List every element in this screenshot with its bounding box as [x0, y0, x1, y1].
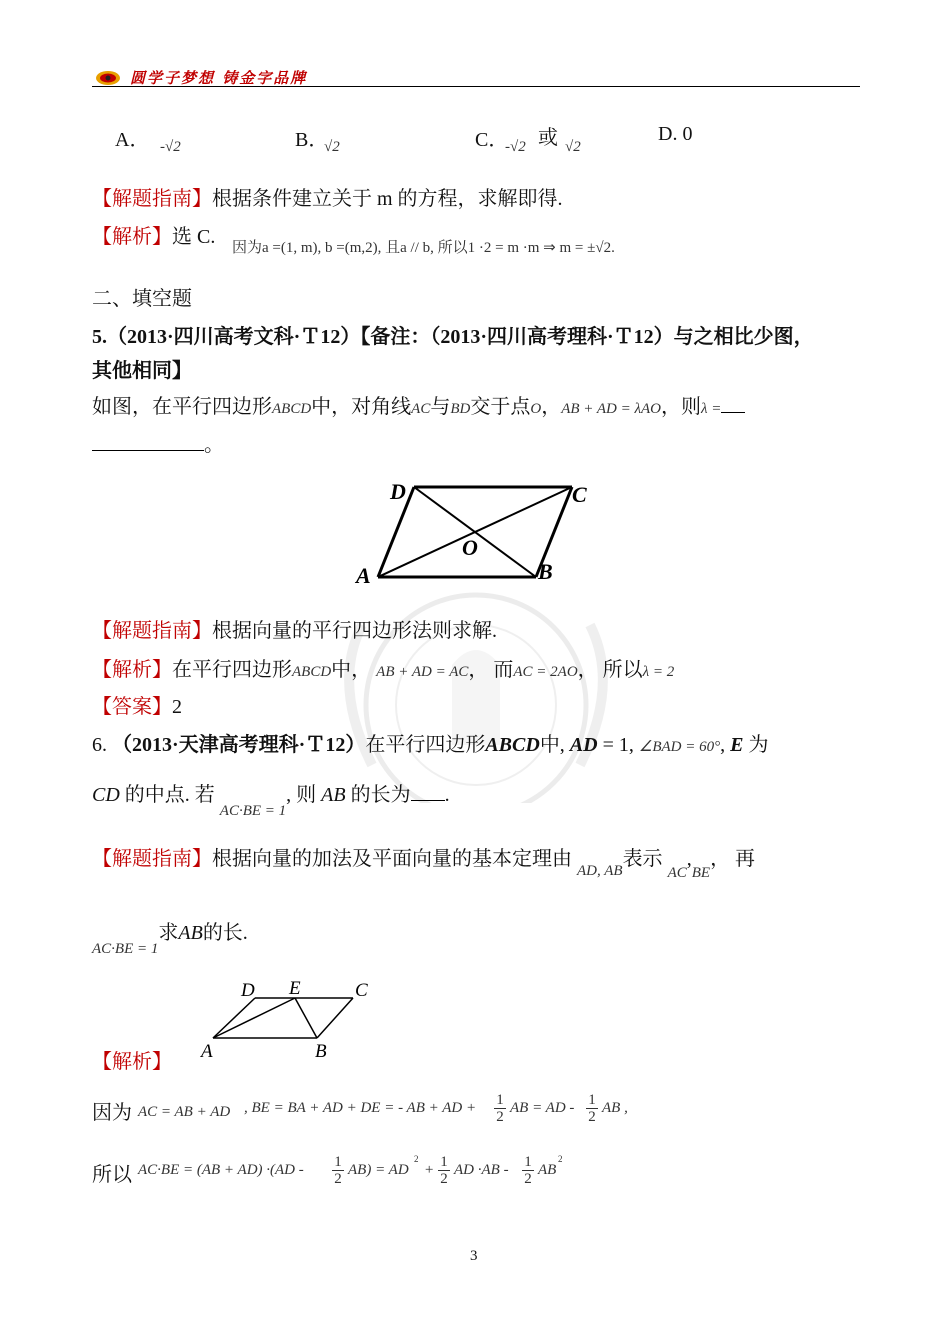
q5-label-o: O — [462, 535, 478, 560]
q5-ans-tag: 【答案】 — [92, 696, 172, 718]
q6-guide-text2: 表示 — [622, 848, 663, 870]
q6-frac2-num: 1 — [586, 1092, 598, 1109]
q6-sol-tag: 【解析】 — [92, 1051, 172, 1073]
option-b-label: B． — [295, 129, 329, 151]
q6-guide2-text: 求 — [158, 922, 179, 944]
q6-blank — [411, 800, 445, 801]
q6-so-eq4: AD ·AB - — [454, 1162, 509, 1178]
q6-line2-ab: AB — [321, 784, 346, 806]
q5-stem — [92, 390, 745, 419]
q6-label-a: A — [201, 1041, 213, 1062]
q6-stem-text2: 中, — [539, 734, 565, 756]
q5-blank-2 — [92, 430, 204, 451]
q6-guide-vec2: AC — [667, 865, 687, 881]
option-c-label: C． — [475, 129, 509, 151]
q6-frac1-den: 2 — [496, 1109, 504, 1125]
q6-parallelogram-figure — [195, 975, 385, 1070]
q5-sol-eq2: AC = 2AO — [513, 664, 578, 680]
q6-so-sq2: 2 — [558, 1154, 563, 1164]
watermark-seal-icon — [272, 565, 680, 803]
q5-stem-ac: AC — [411, 401, 431, 417]
q5-heading-line2: 其他相同】 — [92, 360, 192, 382]
q5-solution — [92, 653, 674, 682]
q6-so-frac2 — [438, 1154, 450, 1187]
q6-number: 6. — [92, 734, 107, 756]
q5-guide-text: 根据向量的平行四边形法则求解. — [212, 620, 497, 642]
header-brand: 圆学子梦想 铸金字品牌 — [130, 69, 308, 87]
q6-heading: （2013·天津高考理科·Ｔ12） — [112, 734, 366, 756]
q6-line2-eq: AC·BE = 1 — [219, 803, 287, 819]
q5-parallelogram-figure — [350, 475, 610, 595]
q6-label-e: E — [289, 978, 301, 999]
q5-stem-abcd: ABCD — [272, 401, 312, 417]
q6-because-eq4: AB , — [602, 1100, 628, 1116]
q6-edge-ad — [213, 998, 255, 1038]
q6-stem-text: 在平行四边形 — [365, 734, 486, 756]
q5-stem-text5: ，则 — [660, 396, 701, 418]
page-number: 3 — [470, 1248, 478, 1264]
q4-guide — [92, 182, 563, 211]
q4-solution — [92, 220, 215, 249]
q5-label-c: C — [572, 482, 587, 507]
q5-answer — [92, 690, 182, 719]
q5-label-b: B — [538, 559, 553, 584]
q6-guide-line2 — [92, 916, 248, 957]
q4-solution-tag: 【解析】 — [92, 226, 172, 248]
q6-so-frac2-num: 1 — [438, 1154, 450, 1171]
option-d-label: D. 0 — [658, 123, 693, 145]
q6-so-frac3 — [522, 1154, 534, 1187]
q6-line2-text2: , 则 — [286, 784, 317, 806]
q6-seg-be — [295, 998, 317, 1038]
q6-frac1-num: 1 — [494, 1092, 506, 1109]
q5-label-a: A — [356, 563, 371, 588]
q6-so-eq2: AB) = AD — [348, 1162, 409, 1178]
header-logo-icon — [95, 68, 121, 91]
q5-sol-text2: 中， — [331, 659, 372, 681]
q5-ans-value: 2 — [172, 696, 182, 718]
q5-stem-bd: BD — [450, 401, 471, 417]
q6-guide2-text2: 的长. — [202, 922, 248, 944]
q6-because-frac1 — [494, 1092, 506, 1125]
q6-because-eq2: , BE = BA + AD + DE = - AB + AD + — [244, 1100, 477, 1116]
q6-frac2-den: 2 — [588, 1109, 596, 1125]
q6-stem-ad: AD — [569, 734, 598, 756]
q5-diag-bd — [414, 487, 536, 577]
option-b-value: √2 — [324, 139, 340, 155]
header-rule — [92, 86, 860, 87]
q5-stem-text4: 交于点 — [470, 396, 531, 418]
q5-label-d: D — [390, 479, 406, 504]
q6-so-eq5: AB — [538, 1162, 557, 1178]
q5-sol-text3: ， 而 — [468, 659, 514, 681]
q6-guide-text: 根据向量的加法及平面向量的基本定理由 — [212, 848, 572, 870]
q6-stem-line1 — [92, 728, 768, 757]
q6-guide-vec1: AD, AB — [577, 863, 623, 879]
q6-line2-cd: CD — [92, 784, 120, 806]
q5-sol-eq3: λ = 2 — [642, 664, 675, 680]
q4-guide-tag: 【解题指南】 — [92, 188, 212, 210]
q6-guide-comma: , — [686, 848, 692, 870]
q5-sol-eq1: AB + AD = AC — [376, 664, 469, 680]
q5-blank-1 — [721, 412, 745, 413]
q6-edge-bc — [317, 998, 353, 1038]
q6-so-frac3-num: 1 — [522, 1154, 534, 1171]
option-a-label: A． — [115, 129, 150, 151]
q5-sol-abcd: ABCD — [292, 664, 332, 680]
q6-guide-vec3: BE — [691, 865, 711, 881]
q5-stem-text2: 中，对角线 — [311, 396, 412, 418]
q6-because-text: 因为 — [92, 1102, 132, 1124]
q5-heading-line1: 5.（2013·四川高考文科·Ｔ12）【备注：（2013·四川高考理科·Ｔ12）与之相比少图， — [92, 326, 814, 348]
q6-line2-end: . — [444, 784, 450, 806]
q6-so-eq1: AC·BE = (AB + AD) ·(AD - — [138, 1162, 304, 1178]
q6-label-b: B — [315, 1041, 327, 1062]
q6-so-frac1 — [332, 1154, 344, 1187]
q5-guide — [92, 614, 497, 643]
q4-guide-text: 根据条件建立关于 m 的方程，求解即得. — [212, 188, 563, 210]
q6-guide2-ab: AB — [178, 922, 203, 944]
q5-stem-comma: ， — [541, 396, 562, 418]
q6-line2-text: 的中点. 若 — [124, 784, 215, 806]
q6-guide2-eq: AC·BE = 1 — [92, 941, 159, 957]
q6-so-sq1: 2 — [414, 1154, 419, 1164]
q6-stem-abcd: ABCD — [485, 734, 540, 756]
q5-stem-o: O — [530, 401, 542, 417]
q5-sol-text4: ， 所以 — [577, 659, 643, 681]
q6-stem-e: E — [730, 734, 744, 756]
q6-stem-text3: = 1, — [602, 734, 634, 756]
q6-so-frac3-den: 2 — [524, 1171, 532, 1187]
q6-because-eq3: AB = AD - — [510, 1100, 575, 1116]
q6-so-frac1-num: 1 — [332, 1154, 344, 1171]
q5-stem-text: 如图，在平行四边形 — [92, 396, 272, 418]
option-c-value1: -√2 — [505, 139, 526, 155]
q6-guide-text3: ， 再 — [710, 848, 756, 870]
option-c-value2: √2 — [565, 139, 581, 155]
q5-stem-line2 — [92, 428, 224, 457]
q6-guide-tag: 【解题指南】 — [92, 848, 212, 870]
q5-stem-text3: 与 — [430, 396, 451, 418]
q6-label-c: C — [355, 980, 368, 1001]
option-a-value: -√2 — [160, 139, 181, 155]
q6-because-eq1: AC = AB + AD — [138, 1104, 231, 1120]
q6-so-frac1-den: 2 — [334, 1171, 342, 1187]
q6-label-d: D — [241, 980, 255, 1001]
q6-because-frac2 — [586, 1092, 598, 1125]
q5-guide-tag: 【解题指南】 — [92, 620, 212, 642]
q6-stem-comma: , — [720, 734, 726, 756]
section-title: 二、填空题 — [92, 288, 192, 310]
q6-stem-text4: 为 — [748, 734, 769, 756]
q6-seg-ae — [213, 998, 295, 1038]
q4-solution-text: 选 C. — [172, 226, 216, 248]
q6-guide — [92, 842, 756, 881]
q6-line2-text3: 的长为 — [350, 784, 411, 806]
q6-so-text: 所以 — [92, 1164, 132, 1186]
q6-so-eq3: + — [424, 1162, 435, 1178]
q5-stem-end: 。 — [204, 434, 224, 456]
q6-so-frac2-den: 2 — [440, 1171, 448, 1187]
q5-stem-lambda: λ = — [700, 401, 722, 417]
q4-solution-formula: 因为a =(1, m), b =(m,2), 且a // b, 所以1 ·2 = m ·m ⇒ m = ±√2. — [232, 240, 615, 256]
q5-sol-tag: 【解析】 — [92, 659, 172, 681]
option-c-or: 或 — [538, 127, 558, 149]
q5-sol-text: 在平行四边形 — [172, 659, 292, 681]
q5-stem-eq: AB + AD = λAO — [561, 401, 661, 417]
q6-stem-angle: ∠BAD = 60° — [638, 739, 721, 755]
